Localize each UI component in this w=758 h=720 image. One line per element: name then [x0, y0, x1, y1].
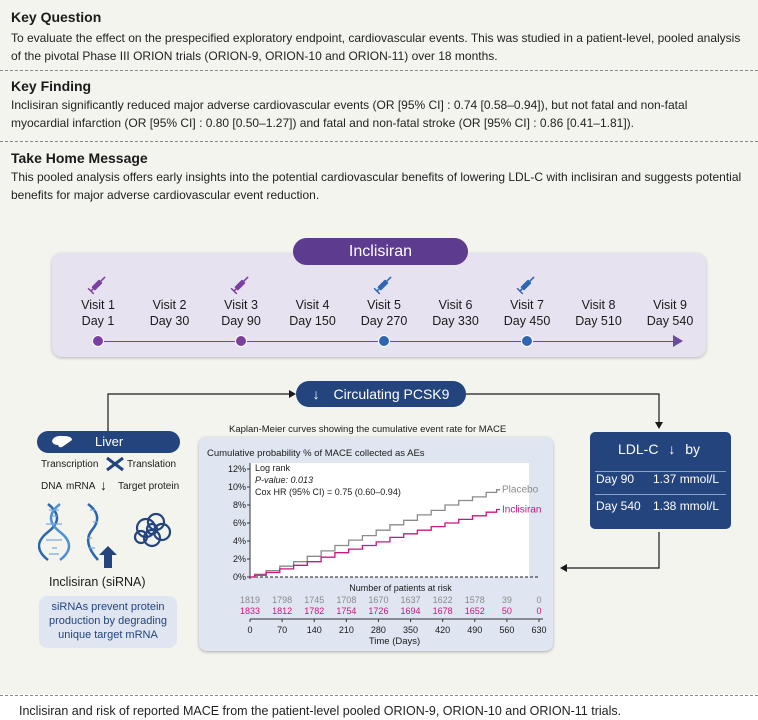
at-risk-placebo: 1708	[336, 595, 357, 605]
visit-day: Day 270	[360, 314, 408, 328]
stat-annotation: Cox HR (95% CI) = 0.75 (0.60–0.94)	[255, 487, 401, 497]
visit-number: Visit 7	[510, 298, 544, 312]
at-risk-inclisiran: 1782	[304, 606, 325, 616]
figure-caption: Inclisiran and risk of reported MACE from the patient-level pooled ORION-9, ORION-10 and ORION-11 trials.	[19, 704, 622, 718]
dna-label: DNA	[41, 481, 63, 492]
visit-number: Visit 5	[367, 298, 401, 312]
at-risk-inclisiran: 1754	[336, 606, 357, 616]
visit-day: Day 330	[432, 314, 479, 328]
chart-title: Kaplan-Meier curves showing the cumulative event rate for MACE	[229, 424, 507, 435]
at-risk-title: Number of patients at risk	[349, 583, 452, 593]
down-arrow-icon: ↓	[312, 386, 320, 402]
x-tick-label: 140	[306, 625, 322, 635]
ldl-value-90: 1.37 mmol/L	[653, 472, 720, 486]
stat-annotation: Log rank	[255, 463, 291, 473]
legend-inclisiran: Inclisiran	[502, 504, 542, 516]
at-risk-placebo: 1798	[272, 595, 293, 605]
km-chart	[199, 437, 553, 651]
liver-pill	[37, 431, 180, 453]
ldl-value-540: 1.38 mmol/L	[653, 499, 720, 513]
ldl-reduction-box	[590, 432, 731, 529]
down-arrow-icon: ↓	[668, 441, 676, 457]
y-tick-label: 6%	[232, 518, 246, 528]
visit-day: Day 510	[575, 314, 622, 328]
visit-day: Day 30	[149, 314, 190, 328]
mrna-label: mRNA	[66, 481, 96, 492]
dna-helix-icon	[39, 504, 69, 560]
visit-number: Visit 9	[653, 298, 687, 312]
visit-day: Day 540	[646, 314, 694, 328]
down-arrow-icon: ↓	[100, 477, 107, 493]
sirna-line: unique target mRNA	[58, 629, 158, 641]
at-risk-placebo: 0	[536, 595, 542, 605]
y-tick-label: 4%	[232, 536, 246, 546]
y-tick-label: 2%	[232, 554, 246, 564]
at-risk-placebo: 1637	[400, 595, 421, 605]
visit-number: Visit 6	[438, 298, 473, 312]
take-home-title: Take Home Message	[11, 150, 148, 166]
at-risk-placebo: 39	[501, 595, 512, 605]
at-risk-placebo: 1670	[368, 595, 389, 605]
x-tick-label: 420	[435, 625, 451, 635]
at-risk-inclisiran: 1694	[400, 606, 421, 616]
y-tick-label: 10%	[227, 482, 246, 492]
visit-day: Day 150	[289, 314, 336, 328]
at-risk-inclisiran: 1726	[368, 606, 389, 616]
x-tick-label: 490	[467, 625, 483, 635]
x-tick-label: 210	[338, 625, 354, 635]
translation-label: Translation	[127, 459, 177, 470]
target-protein-label: Target protein	[118, 481, 180, 492]
x-tick-label: 70	[277, 625, 288, 635]
at-risk-inclisiran: 1652	[464, 606, 485, 616]
visit-day: Day 1	[81, 314, 115, 328]
up-arrow-icon	[98, 545, 118, 569]
liver-icon	[51, 435, 73, 449]
key-question-title: Key Question	[11, 9, 102, 25]
mrna-strand-icon	[87, 504, 98, 560]
divider	[0, 695, 758, 696]
at-risk-placebo: 1745	[304, 595, 325, 605]
at-risk-inclisiran: 0	[536, 606, 542, 616]
transcription-label: Transcription	[41, 459, 99, 470]
visit-number: Visit 1	[81, 298, 115, 312]
inclisiran-pill: Inclisiran	[293, 238, 468, 265]
visit-number: Visit 2	[152, 298, 187, 312]
y-axis-label: Cumulative probability % of MACE collected as AEs	[207, 448, 425, 459]
visit-day: Day 90	[221, 314, 261, 328]
x-tick-label: 560	[499, 625, 515, 635]
y-tick-label: 0%	[232, 572, 246, 582]
at-risk-inclisiran: 1678	[432, 606, 453, 616]
legend-placebo: Placebo	[502, 484, 539, 496]
x-tick-label: 280	[370, 625, 386, 635]
at-risk-inclisiran: 1812	[272, 606, 293, 616]
at-risk-placebo: 1578	[464, 595, 485, 605]
stat-annotation: P-value: 0.013	[255, 475, 314, 485]
at-risk-inclisiran: 1833	[239, 606, 261, 616]
visit-number: Visit 4	[295, 298, 330, 312]
ldl-title-row	[618, 441, 700, 457]
pcsk9-pill	[296, 381, 466, 407]
x-tick-label: 350	[403, 625, 419, 635]
liver-label: Liver	[95, 434, 124, 449]
sirna-line: siRNAs prevent protein	[51, 601, 165, 613]
visit-number: Visit 3	[224, 298, 258, 312]
sirna-description	[39, 596, 177, 648]
y-tick-label: 8%	[232, 500, 246, 510]
x-tick-label: 630	[531, 625, 547, 635]
ldl-title: LDL-C	[618, 441, 659, 457]
protein-icon	[135, 514, 170, 546]
take-home-body: This pooled analysis offers early insights into the potential cardiovascular benefits of lowering LDL-C with inclisiran and suggests potential benefits for major adverse cardiovascular event reduction.	[11, 170, 742, 202]
pcsk9-label: Circulating PCSK9	[333, 386, 450, 402]
x-tick-label: 0	[247, 625, 253, 635]
visit-day: Day 450	[503, 314, 551, 328]
ldl-by: by	[685, 441, 701, 457]
at-risk-placebo: 1819	[239, 595, 261, 605]
x-axis-label: Time (Days)	[368, 636, 421, 647]
y-tick-label: 12%	[227, 464, 246, 474]
blocked-x-icon	[105, 456, 125, 472]
visit-number: Visit 8	[581, 298, 616, 312]
at-risk-inclisiran: 50	[501, 606, 512, 616]
sirna-line: production by degrading	[48, 615, 168, 627]
ldl-day-90: Day 90	[596, 472, 635, 486]
sirna-label: Inclisiran (siRNA)	[49, 575, 146, 589]
at-risk-placebo: 1622	[432, 595, 453, 605]
key-question-body: To evaluate the effect on the prespecified exploratory endpoint, cardiovascular events. This was studied in a patient-level, pooled analysis of the pivotal Phase III ORION trials (ORION-9, ORION-10 and ORION-11) over 18 months.	[11, 31, 741, 63]
ldl-day-540: Day 540	[596, 499, 641, 513]
km-chart-panel	[199, 437, 553, 651]
key-finding-title: Key Finding	[11, 78, 92, 94]
key-finding-body: Inclisiran significantly reduced major adverse cardiovascular events (OR [95% CI] : 0.74 [0.58–0.94]), but not fatal and non-fatal myocardial infarction (OR [95% CI] : 0.80 [0.50–1.27]) and fatal and non-fatal stroke (OR [95% CI] : 0.86 [0.41–1.81]).	[11, 98, 688, 130]
